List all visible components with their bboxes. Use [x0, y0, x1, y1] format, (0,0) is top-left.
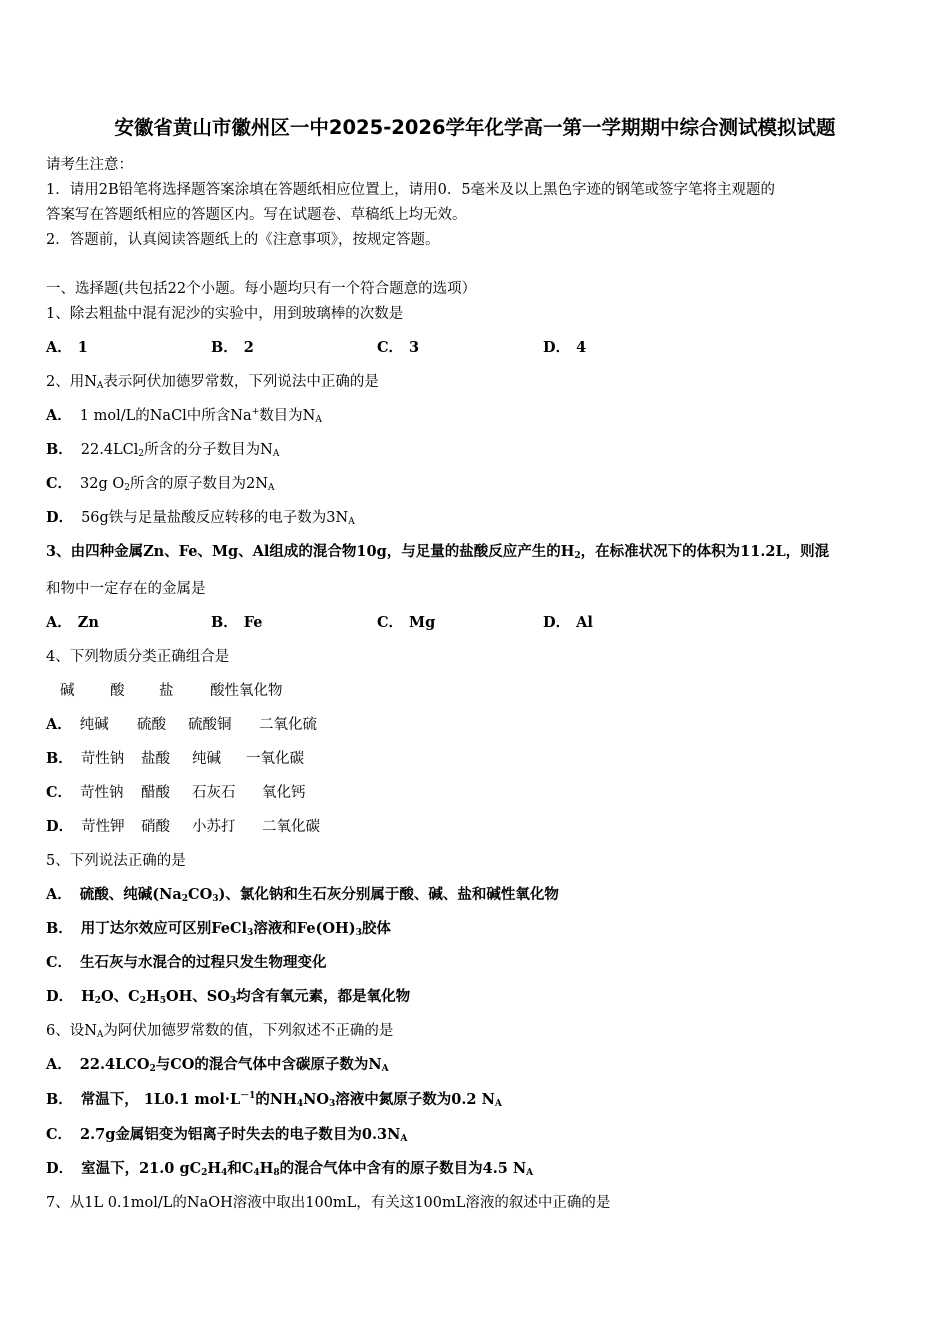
q1-stem: 1、除去粗盐中混有泥沙的实验中，用到玻璃棒的次数是 [46, 306, 404, 322]
notice-heading: 请考生注意： [46, 157, 133, 173]
q4-header-acid: 酸 [110, 683, 125, 699]
q6-option-a: A． $22.4LCO_2$与CO的混合气体中含碳原子数为$N_A$ [46, 1056, 389, 1074]
q2-option-c: C． 32g $O_2$所含的原子数目为$2N_A$ [46, 475, 275, 493]
q6-stem: 6、设$N_A$为阿伏加德罗常数的值，下列叙述不正确的是 [46, 1023, 394, 1040]
q3-option-d: D． Al [543, 614, 593, 631]
option-label: B． [211, 339, 238, 356]
q4-row-d: D． 苛性钾 硝酸 小苏打 二氧化碳 [46, 818, 320, 835]
option-text: 3 [409, 339, 420, 356]
q5-option-d: D． $H_2O$、$C_2H_5OH$、$SO_3$均含有氧元素，都是氧化物 [46, 988, 411, 1006]
q5-option-a: A． 硫酸、纯碱$(Na_2CO_3)$、氯化钠和生石灰分别属于酸、碱、盐和碱性氧化物 [46, 886, 559, 904]
q4-header-oxide: 酸性氧化物 [210, 683, 283, 699]
q2-option-b: B． 22.4LCl$_2$所含的分子数目为$N_A$ [46, 441, 280, 459]
q3-stem: 3、由四种金属Zn、Fe、Mg、Al组成的混合物10g，与足量的盐酸反应产生的$H_2$，在标准状况下的体积为11.2L，则混 [46, 543, 830, 561]
q2-option-d: D． 56g铁与足量盐酸反应转移的电子数为$3N_A$ [46, 509, 355, 527]
q5-option-b: B． 用丁达尔效应可区别FeCl$_3$溶液和$Fe(OH)_3$胶体 [46, 920, 391, 938]
notice-item-1-cont: 答案写在答题纸相应的答题区内。写在试题卷、草稿纸上均无效。 [46, 207, 467, 223]
q1-option-c [377, 336, 419, 357]
option-label: D． [543, 339, 571, 356]
q6-option-b: B． 常温下， 1L0.1 $mol\cdot L^{-1}$的$NH_4NO_3$溶液中氮原子数为0.2 $N_A$ [46, 1091, 502, 1109]
q5-option-c: C． 生石灰与水混合的过程只发生物理变化 [46, 954, 327, 971]
q3-option-b: B． Fe [211, 614, 263, 631]
option-label: C． [377, 339, 404, 356]
q4-header-base: 碱 [60, 683, 75, 699]
q1-option-d [543, 336, 586, 357]
q7-stem: 7、从1L 0.1mol/L的NaOH溶液中取出100mL，有关这100mL溶液的叙述中正确的是 [46, 1195, 611, 1211]
q1-option-b [211, 336, 254, 357]
q3-stem-cont: 和物中一定存在的金属是 [46, 581, 206, 597]
q6-option-d: D． 室温下，21.0 $gC_2H_4$和$C_4H_8$的混合气体中含有的原子数目为4.5 $N_A$ [46, 1160, 534, 1178]
notice-item-2: 2．答题前，认真阅读答题纸上的《注意事项》，按规定答题。 [46, 232, 440, 248]
q2-stem: 2、用$N_A$表示阿伏加德罗常数，下列说法中正确的是 [46, 374, 379, 391]
q4-row-b: B． 苛性钠 盐酸 纯碱 一氧化碳 [46, 750, 304, 767]
notice-item-1: 1．请用2B铅笔将选择题答案涂填在答题纸相应位置上，请用0．5毫米及以上黑色字迹的钢笔或签字笔将主观题的 [46, 182, 776, 198]
q4-row-a: A． 纯碱 硫酸 硫酸铜 二氧化硫 [46, 716, 317, 733]
page-title: 安徽省黄山市徽州区一中2025-2026学年化学高一第一学期期中综合测试模拟试题 [114, 116, 836, 139]
q5-stem: 5、下列说法正确的是 [46, 853, 186, 869]
option-text: 4 [576, 339, 587, 356]
q3-option-c: C． Mg [377, 614, 436, 631]
option-text: 2 [243, 339, 254, 356]
q6-option-c: C． 2.7g金属铝变为铝离子时失去的电子数目为$0.3N_A$ [46, 1126, 408, 1144]
q4-row-c: C． 苛性钠 醋酸 石灰石 氧化钙 [46, 784, 306, 801]
section-heading: 一、选择题(共包括22个小题。每小题均只有一个符合题意的选项） [46, 281, 477, 297]
q3-option-a: A． Zn [46, 614, 99, 631]
q1-option-a [46, 336, 88, 357]
q4-header-salt: 盐 [159, 683, 174, 699]
option-text: 1 [77, 339, 88, 356]
q2-option-a: A． 1 mol/L的NaCl中所含Na+数目为$N_A$ [46, 407, 322, 425]
q4-stem: 4、下列物质分类正确组合是 [46, 649, 230, 665]
option-label: A． [46, 339, 72, 356]
